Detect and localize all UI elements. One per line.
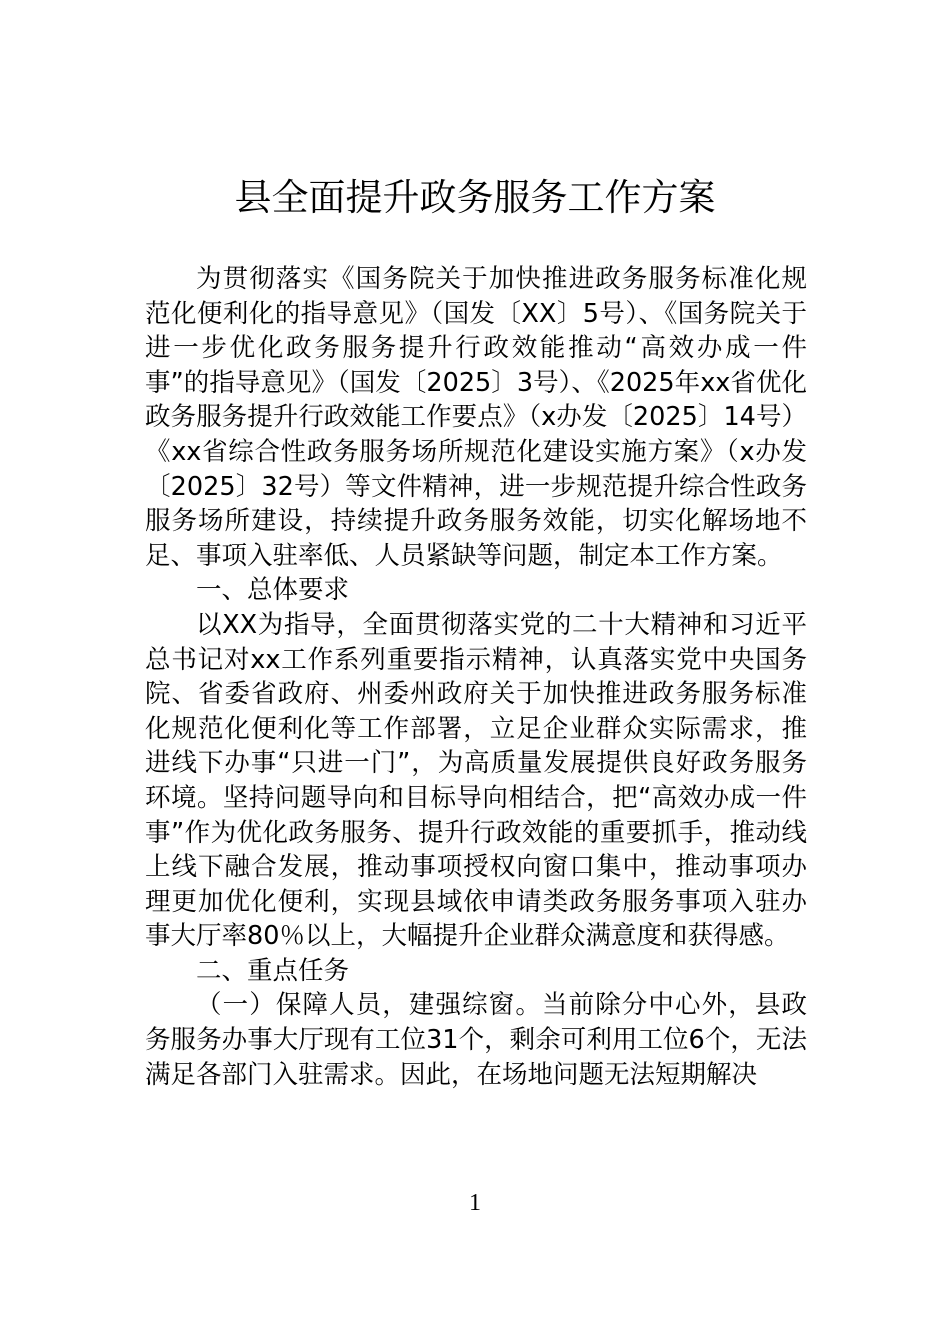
- section-heading-general-requirements: 一、总体要求: [196, 575, 350, 606]
- general-requirements-paragraph: 以XX为指导，全面贯彻落实党的二十大精神和习近平总书记对xx工作系列重要指示精神，认真落实党中央国务院、省委省政府、州委州政府关于加快推进政务服务标准化规范化便利化等工作部署，立足企业群众实际需求，推进线下办事“只进一门”，为高质量发展提供良好政务服务环境。坚持问题导向和目标导向相结合，把“高效办成一件事”作为优化政务服务、提升行政效能的重要抓手，推动线上线下融合发展，推动事项授权向窗口集中，推动事项办理更加优化便利，实现县域依申请类政务服务事项入驻办事大厅率80％以上，大幅提升企业群众满意度和获得感。: [145, 609, 807, 952]
- section-heading-key-tasks: 二、重点任务: [196, 955, 350, 986]
- document-title: 县全面提升政务服务工作方案: [234, 176, 716, 219]
- key-tasks-paragraph: （一）保障人员，建强综窗。当前除分中心外，县政务服务办事大厅现有工位31个，剩余可利用工位6个，无法满足各部门入驻需求。因此，在场地问题无法短期解决: [145, 990, 807, 1090]
- page-number: 1: [469, 1190, 481, 1216]
- document-body: [145, 262, 807, 1092]
- intro-paragraph: 为贯彻落实《国务院关于加快推进政务服务标准化规范化便利化的指导意见》（国发〔XX〕5号）、《国务院关于进一步优化政务服务提升行政效能推动“高效办成一件事”的指导意见》（国发〔2025〕3号）、《2025年xx省优化政务服务提升行政效能工作要点》（x办发〔2025〕14号）《xx省综合性政务服务场所规范化建设实施方案》（x办发〔2025〕32号）等文件精神，进一步规范提升综合性政务服务场所建设，持续提升政务服务效能，切实化解场地不足、事项入驻率低、人员紧缺等问题，制定本工作方案。: [145, 264, 807, 571]
